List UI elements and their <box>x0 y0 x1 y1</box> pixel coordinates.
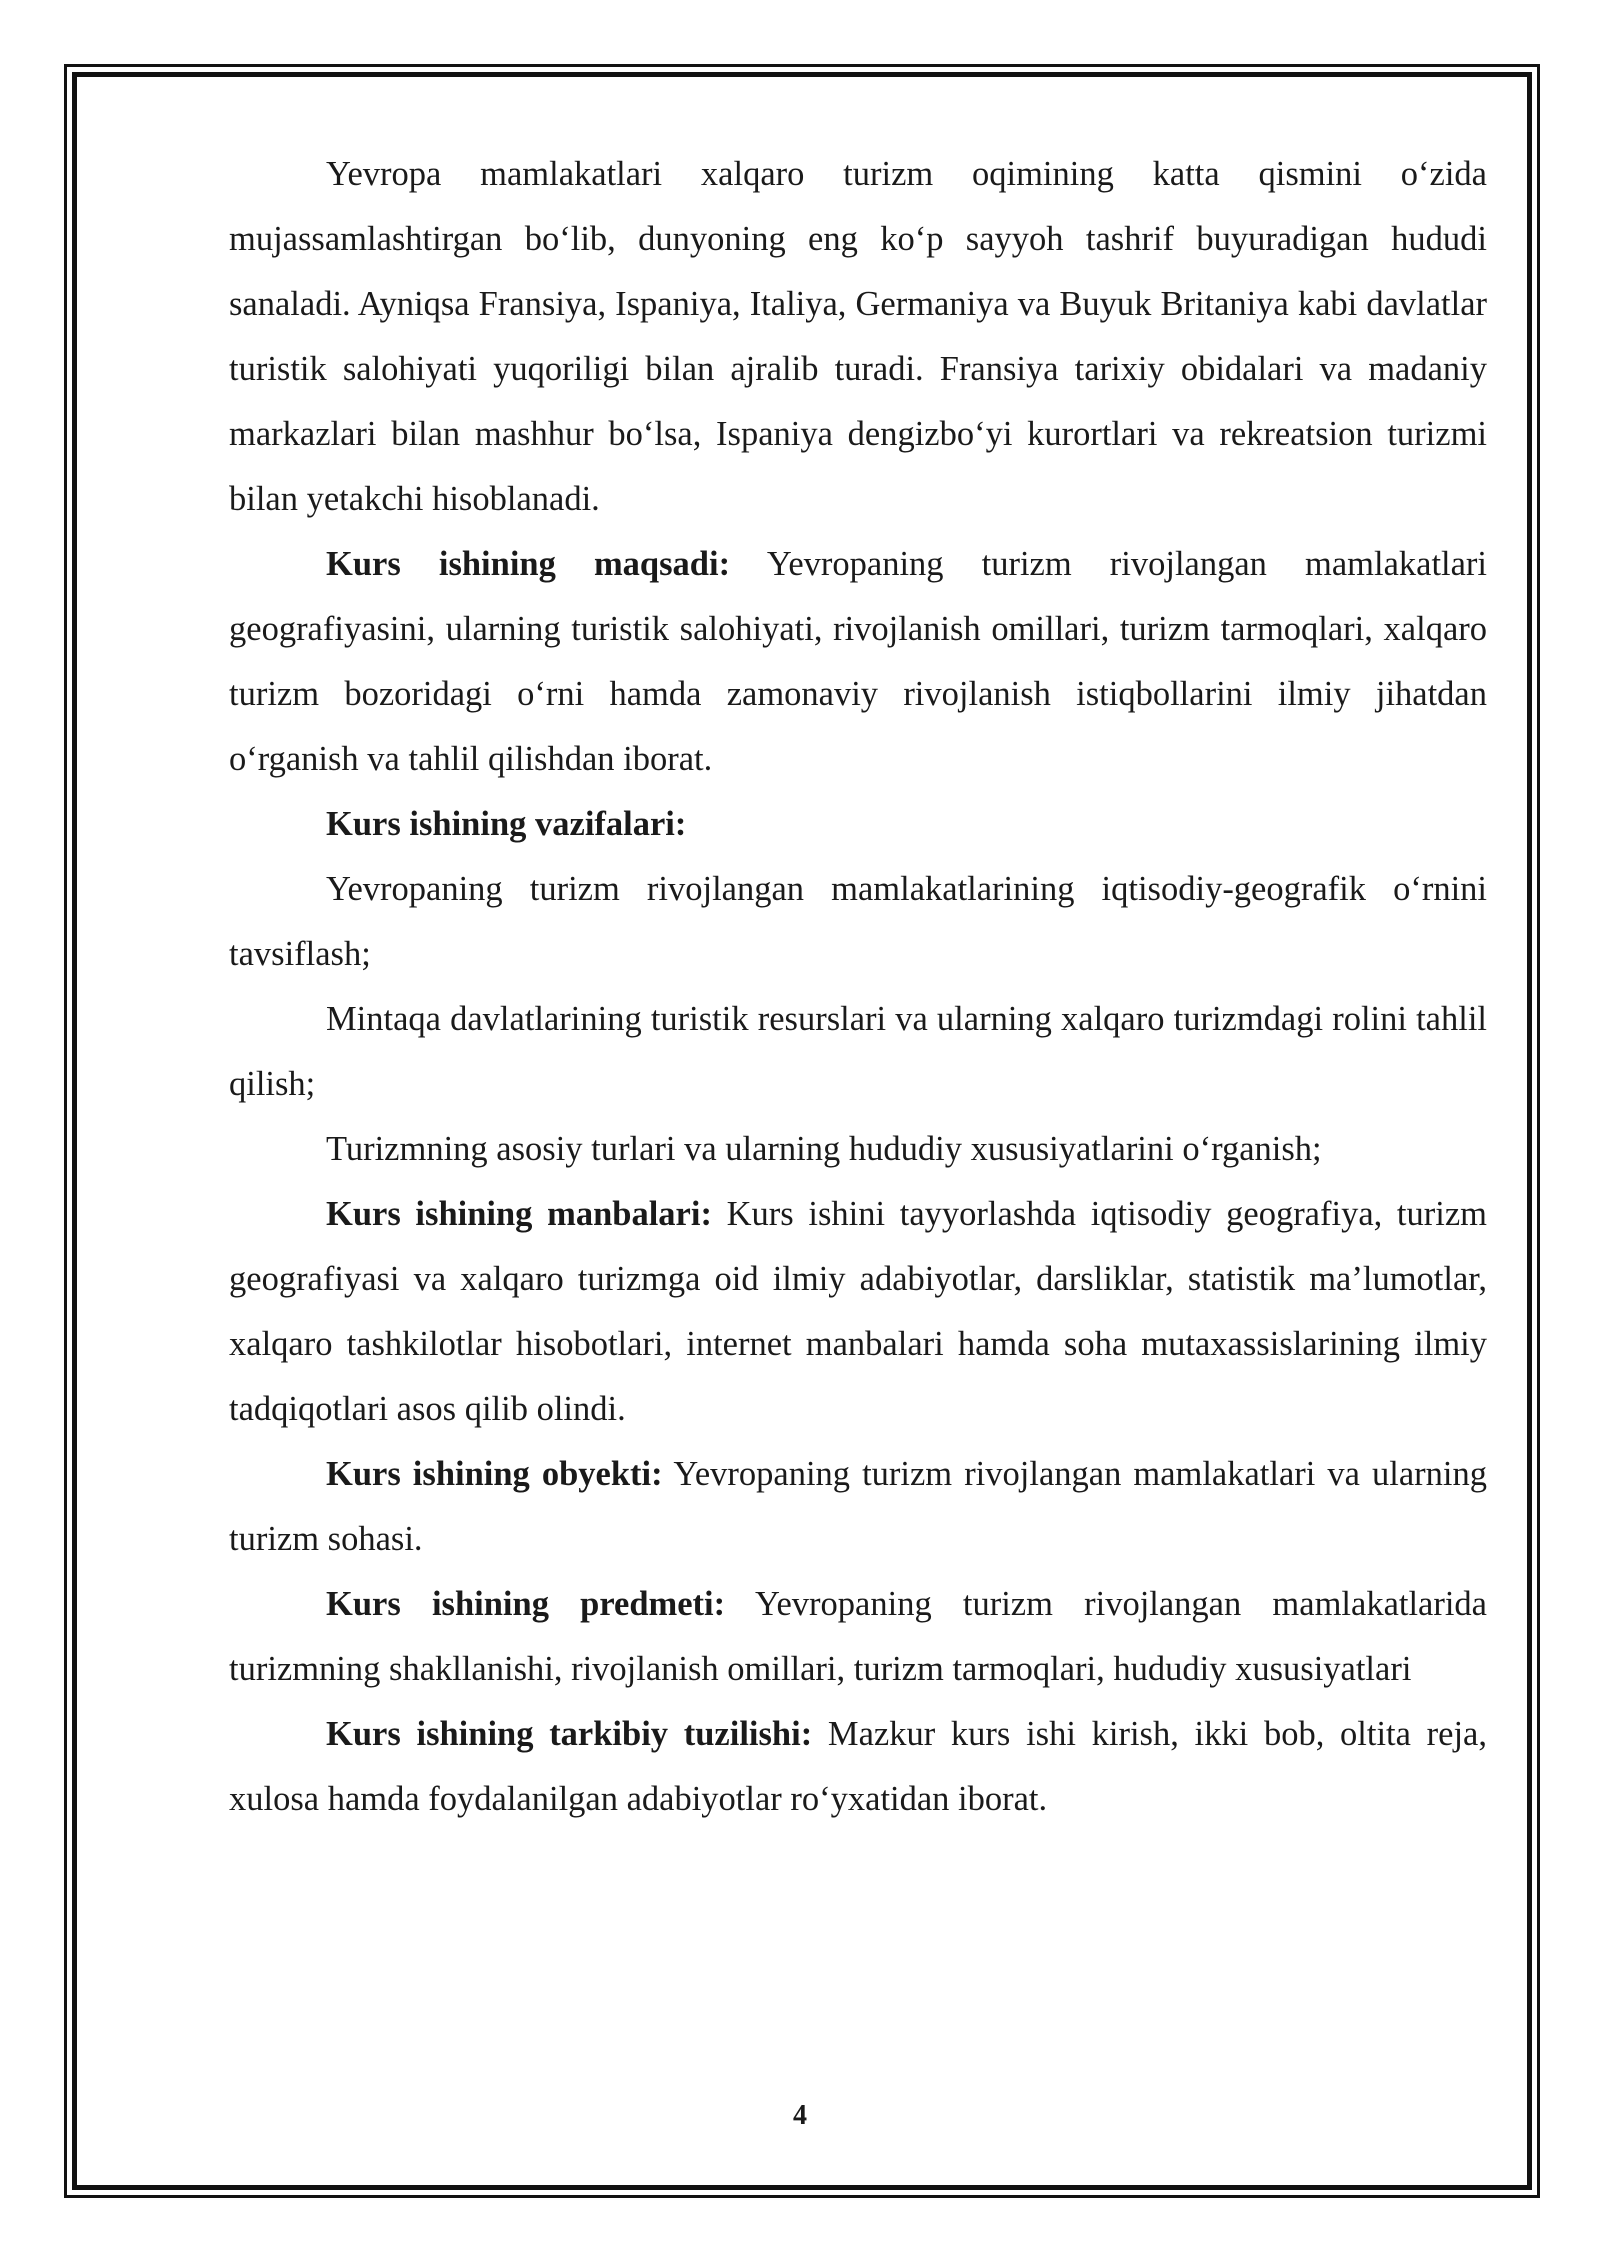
intro-paragraph <box>229 142 1487 532</box>
document-body <box>229 142 1487 1832</box>
object-paragraph <box>229 1442 1487 1572</box>
task-item-3 <box>229 1117 1487 1182</box>
paragraph-heading: Kurs ishining vazifalari: <box>326 805 687 843</box>
paragraph-heading: Kurs ishining manbalari: <box>326 1195 712 1233</box>
paragraph-text: Yevropaning turizm rivojlangan mamlakatlarining iqtisodiy-geografik o‘rnini tavsiflash; <box>229 870 1487 973</box>
goal-paragraph <box>229 532 1487 792</box>
paragraph-heading: Kurs ishining maqsadi: <box>326 545 731 583</box>
paragraph-heading: Kurs ishining obyekti: <box>326 1455 663 1493</box>
paragraph-text: Yevropaning turizm rivojlangan mamlakatlari va ularning turizm sohasi. <box>229 1455 1487 1558</box>
subject-paragraph <box>229 1572 1487 1702</box>
paragraph-text: Yevropa mamlakatlari xalqaro turizm oqimining katta qismini o‘zida mujassamlashtirgan bo‘lib, dunyoning eng ko‘p sayyoh tashrif buyuradigan hududi sanaladi. Ayniqsa Fransiya, Ispaniya, Italiya, Germaniya va Buyuk Britaniya kabi davlatlar turistik salohiyati yuqoriligi bilan ajralib turadi. Fransiya tarixiy obidalari va madaniy markazlari bilan mashhur bo‘lsa, Ispaniya dengizbo‘yi kurortlari va rekreatsion turizmi bilan yetakchi hisoblanadi. <box>229 155 1487 518</box>
tasks-heading-paragraph <box>229 792 1487 857</box>
paragraph-heading: Kurs ishining predmeti: <box>326 1585 726 1623</box>
paragraph-text: Turizmning asosiy turlari va ularning hududiy xususiyatlarini o‘rganish; <box>326 1130 1322 1168</box>
paragraph-heading: Kurs ishining tarkibiy tuzilishi: <box>326 1715 813 1753</box>
paragraph-text: Yevropaning turizm rivojlangan mamlakatlari geografiyasini, ularning turistik salohiyati, rivojlanish omillari, turizm tarmoqlari, xalqaro turizm bozoridagi o‘rni hamda zamonaviy rivojlanish istiqbollarini ilmiy jihatdan o‘rganish va tahlil qilishdan iborat. <box>229 545 1487 778</box>
page-number: 4 <box>793 2100 807 2131</box>
sources-paragraph <box>229 1182 1487 1442</box>
structure-paragraph <box>229 1702 1487 1832</box>
task-item-2 <box>229 987 1487 1117</box>
task-item-1 <box>229 857 1487 987</box>
paragraph-text: Mazkur kurs ishi kirish, ikki bob, oltita reja, xulosa hamda foydalanilgan adabiyotlar ro‘yxatidan iborat. <box>229 1715 1487 1818</box>
paragraph-text: Kurs ishini tayyorlashda iqtisodiy geografiya, turizm geografiyasi va xalqaro turizmga oid ilmiy adabiyotlar, darsliklar, statistik ma’lumotlar, xalqaro tashkilotlar hisobotlari, internet manbalari hamda soha mutaxassislarining ilmiy tadqiqotlari asos qilib olindi. <box>229 1195 1487 1428</box>
paragraph-text: Yevropaning turizm rivojlangan mamlakatlarida turizmning shakllanishi, rivojlanish omillari, turizm tarmoqlari, hududiy xususiyatlari <box>229 1585 1487 1688</box>
paragraph-text: Mintaqa davlatlarining turistik resurslari va ularning xalqaro turizmdagi rolini tahlil qilish; <box>229 1000 1487 1103</box>
